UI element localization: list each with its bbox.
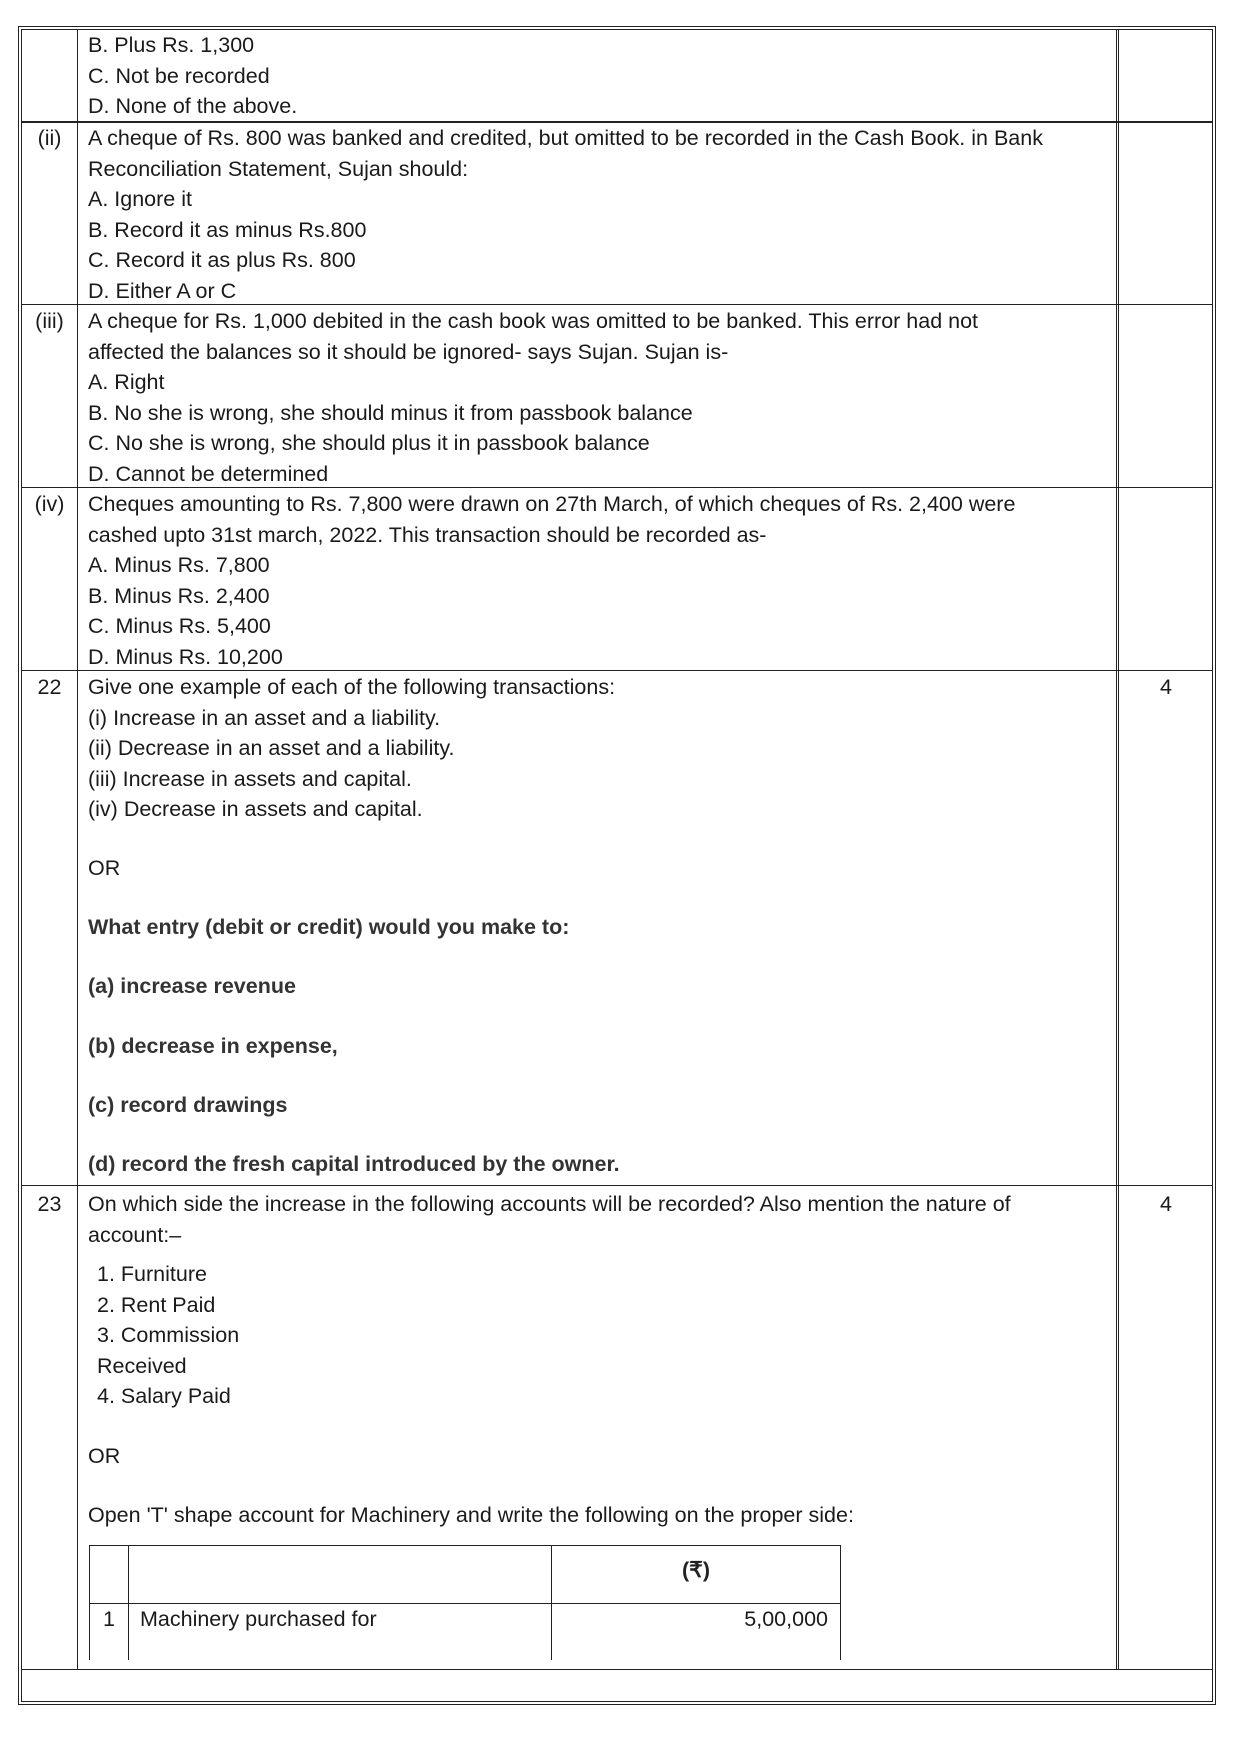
list-item: 2. Rent Paid <box>97 1292 216 1317</box>
list-item: (ii) Decrease in an asset and a liability. <box>88 736 455 760</box>
list-item: (c) record drawings <box>88 1093 288 1117</box>
question-marks: 4 <box>1160 1192 1172 1216</box>
question-stem-line: On which side the increase in the following accounts will be recorded? Also mention the nature of <box>88 1192 1011 1216</box>
option-c: C. Record it as plus Rs. 800 <box>88 248 356 272</box>
column-divider-number <box>77 29 78 1670</box>
question-stem-line: A cheque for Rs. 1,000 debited in the cash book was omitted to be banked. This error had not <box>88 309 979 333</box>
list-item: (i) Increase in an asset and a liability. <box>88 705 441 730</box>
option-b: B. Minus Rs. 2,400 <box>88 583 270 608</box>
table-cell-serial: 1 <box>103 1607 115 1631</box>
question-stem-line: cashed upto 31st march, 2022. This transaction should be recorded as- <box>88 522 767 547</box>
option-d: D. Minus Rs. 10,200 <box>88 644 283 669</box>
machinery-data-table <box>89 1545 841 1660</box>
question-number: 22 <box>37 675 62 699</box>
option-d: D. None of the above. <box>88 94 298 118</box>
option-c: C. Minus Rs. 5,400 <box>88 614 271 638</box>
question-stem-line: Cheques amounting to Rs. 7,800 were drawn on 27th March, of which cheques of Rs. 2,400 were <box>88 492 1016 516</box>
list-item: (d) record the fresh capital introduced by the owner. <box>88 1152 620 1176</box>
list-item: (b) decrease in expense, <box>88 1034 338 1058</box>
list-item: 1. Furniture <box>97 1262 207 1286</box>
question-stem-line: affected the balances so it should be ignored- says Sujan. Sujan is- <box>88 339 729 364</box>
sub-question-label: (ii) <box>37 126 62 150</box>
table-cell-amount: 5,00,000 <box>744 1607 828 1631</box>
question-stem-line: account:– <box>88 1222 182 1247</box>
sub-question-label: (iv) <box>34 492 65 516</box>
table-header-amount: (₹) <box>682 1558 710 1582</box>
alternative-question-stem: What entry (debit or credit) would you make to: <box>88 915 570 939</box>
question-stem-line: Reconciliation Statement, Sujan should: <box>88 156 469 181</box>
row-divider <box>21 1185 1212 1186</box>
option-a: A. Ignore it <box>88 187 192 211</box>
option-b: B. No she is wrong, she should minus it from passbook balance <box>88 400 693 425</box>
option-d: D. Either A or C <box>88 278 237 303</box>
list-item: (iii) Increase in assets and capital. <box>88 766 412 791</box>
list-item: 3. Commission <box>97 1323 240 1347</box>
option-a: A. Minus Rs. 7,800 <box>88 553 270 577</box>
option-d: D. Cannot be determined <box>88 461 329 486</box>
table-row-divider <box>90 1603 840 1604</box>
question-marks: 4 <box>1160 675 1172 699</box>
column-divider-marks-double <box>1118 29 1119 1670</box>
or-separator: OR <box>88 856 121 880</box>
list-item: (a) increase revenue <box>88 974 296 998</box>
option-a: A. Right <box>88 370 165 394</box>
sub-question-label: (iii) <box>35 309 64 333</box>
list-item: (iv) Decrease in assets and capital. <box>88 797 423 821</box>
option-c: C. Not be recorded <box>88 63 270 88</box>
question-stem-line: A cheque of Rs. 800 was banked and credited, but omitted to be recorded in the Cash Book. in Bank <box>88 126 1043 150</box>
row-divider <box>21 1669 1212 1670</box>
option-c: C. No she is wrong, she should plus it in passbook balance <box>88 431 650 455</box>
alternative-question-stem: Open 'T' shape account for Machinery and write the following on the proper side: <box>88 1503 854 1527</box>
list-item: 4. Salary Paid <box>97 1384 231 1408</box>
question-stem: Give one example of each of the following transactions: <box>88 675 616 699</box>
option-b: B. Record it as minus Rs.800 <box>88 217 367 242</box>
list-item: Received <box>97 1353 187 1378</box>
option-b: B. Plus Rs. 1,300 <box>88 33 255 57</box>
table-cell-particular: Machinery purchased for <box>140 1607 377 1631</box>
or-separator: OR <box>88 1444 121 1468</box>
column-divider-marks <box>1116 29 1117 1670</box>
question-number: 23 <box>37 1192 62 1216</box>
